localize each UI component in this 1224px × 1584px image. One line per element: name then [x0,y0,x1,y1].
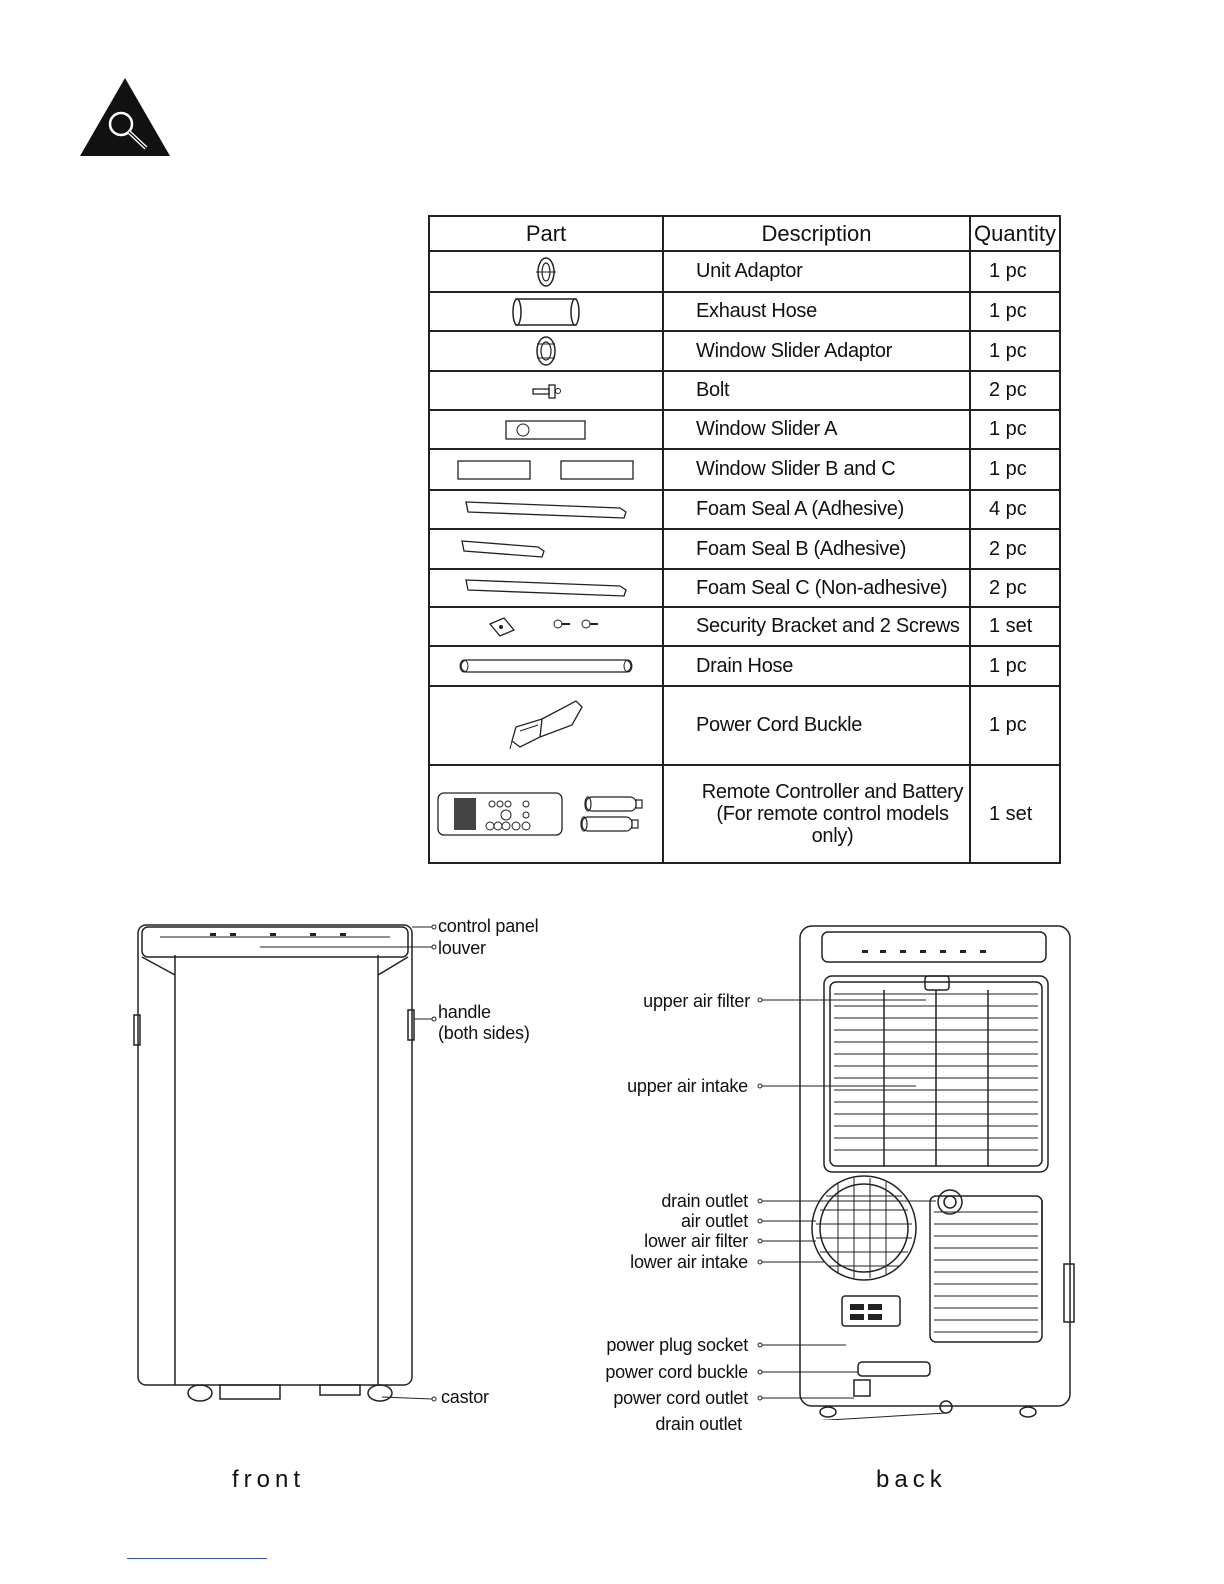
foam-seal-b-icon [460,537,546,561]
row-description: Foam Seal B (Adhesive) [663,529,970,569]
row-description: Window Slider A [663,410,970,449]
label-lower-air-intake: lower air intake [630,1252,748,1272]
row-quantity: 1 set [970,607,1060,646]
label-power-cord-buckle: power cord buckle [605,1362,748,1382]
security-bracket-icon [486,614,606,640]
foam-seal-c-icon [464,576,628,600]
label-upper-air-filter: upper air filter [643,991,750,1011]
table-row [429,449,1060,490]
label-lower-air-filter: lower air filter [644,1231,748,1251]
row-quantity: 4 pc [970,490,1060,529]
row-quantity: 2 pc [970,371,1060,410]
table-header-row [429,216,1060,251]
table-row [429,292,1060,331]
exhaust-hose-icon [511,296,581,328]
footer-link-underline [127,1558,267,1559]
row-description: Window Slider Adaptor [663,331,970,371]
row-quantity: 1 pc [970,251,1060,292]
table-row [429,490,1060,529]
row-quantity: 1 pc [970,410,1060,449]
label-drain-outlet-bottom: drain outlet [655,1414,742,1434]
foam-seal-a-icon [464,498,628,522]
row-quantity: 1 pc [970,646,1060,686]
row-description: Power Cord Buckle [663,686,970,765]
inspect-warning-icon [78,76,172,158]
table-row [429,646,1060,686]
window-slider-a-icon [505,419,587,441]
row-description [663,765,970,863]
row-quantity: 2 pc [970,529,1060,569]
window-slider-b-c-icon [456,459,636,481]
row-description-line1: Remote Controller and Battery [701,781,964,803]
row-description: Drain Hose [663,646,970,686]
table-row [429,569,1060,607]
label-louver: louver [438,938,486,958]
back-view-diagram [750,920,1090,1420]
row-description: Foam Seal C (Non-adhesive) [663,569,970,607]
parts-table [428,215,1061,864]
table-row [429,251,1060,292]
drain-hose-icon [456,657,636,675]
label-power-plug-socket: power plug socket [606,1335,748,1355]
row-quantity: 1 pc [970,449,1060,490]
row-quantity: 1 pc [970,686,1060,765]
table-row [429,686,1060,765]
row-description: Window Slider B and C [663,449,970,490]
row-description-line2: (For remote control models only) [716,803,949,847]
front-view-diagram [120,915,450,1415]
header-description: Description [663,216,970,251]
caption-front: front [232,1466,306,1493]
label-drain-outlet-top: drain outlet [661,1191,748,1211]
row-quantity: 1 pc [970,331,1060,371]
label-handle: handle [438,1002,491,1022]
row-description: Security Bracket and 2 Screws [663,607,970,646]
row-quantity: 2 pc [970,569,1060,607]
label-handle-note: (both sides) [438,1023,530,1043]
power-cord-buckle-icon [506,697,586,755]
label-air-outlet: air outlet [680,1211,748,1231]
row-description: Foam Seal A (Adhesive) [663,490,970,529]
remote-controller-icon [436,789,656,839]
row-description: Unit Adaptor [663,251,970,292]
table-row [429,331,1060,371]
row-quantity: 1 set [970,765,1060,863]
row-description: Exhaust Hose [663,292,970,331]
table-row [429,607,1060,646]
table-row [429,410,1060,449]
label-control-panel: control panel [438,916,539,936]
row-quantity: 1 pc [970,292,1060,331]
header-part: Part [429,216,663,251]
bolt-icon [531,382,561,400]
table-row [429,371,1060,410]
row-description: Bolt [663,371,970,410]
label-upper-air-intake: upper air intake [627,1076,748,1096]
caption-back: back [876,1466,947,1493]
table-row [429,765,1060,863]
window-slider-adaptor-icon [531,334,561,368]
unit-adaptor-icon [531,255,561,289]
header-quantity: Quantity [970,216,1060,251]
table-row [429,529,1060,569]
label-castor: castor [441,1387,489,1407]
label-power-cord-outlet: power cord outlet [613,1388,748,1408]
